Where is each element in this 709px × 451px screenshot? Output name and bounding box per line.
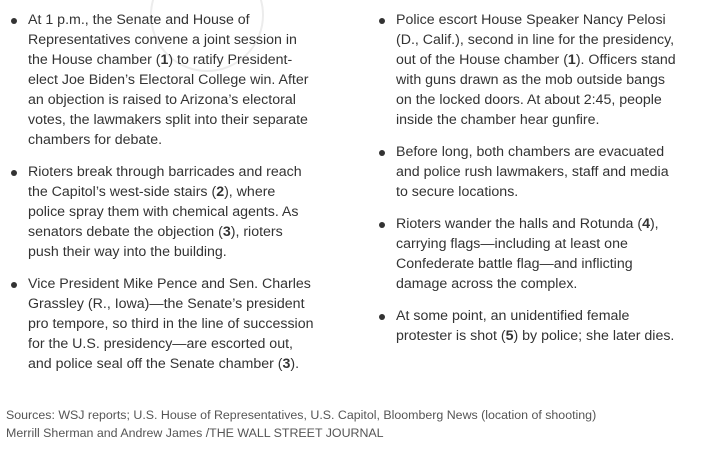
location-number: 4 <box>642 216 650 232</box>
item-text: At some point, an unidentified female protester is shot (5) by police; she later dies. <box>396 308 675 344</box>
location-number: 2 <box>216 184 225 200</box>
bullet-icon <box>11 282 17 288</box>
location-number: 1 <box>567 52 576 68</box>
item-text: Before long, both chambers are evacuated and police rush lawmakers, staff and media to secure locations. <box>396 144 669 200</box>
item-text: Vice President Mike Pence and Sen. Charles Grassley (R., Iowa)—the Senate’s president pro tempore, so third in the line of succession for the U.S. presidency—are escorted out, and police seal off the Senate chamber (3). <box>28 276 314 372</box>
bullet-icon <box>11 170 17 176</box>
bullet-icon <box>379 222 385 228</box>
list-item <box>379 10 684 130</box>
bullet-icon <box>11 18 17 24</box>
bullet-icon <box>379 314 385 320</box>
item-text: Police escort House Speaker Nancy Pelosi (D., Calif.), second in line for the presidency, out of the House chamber (1). Officers stand with guns drawn as the mob outside bangs on the locked doors. At about 2:45, people inside the chamber hear gunfire. <box>396 12 676 128</box>
list-item <box>11 162 316 262</box>
bullet-icon <box>379 18 385 24</box>
list-item <box>11 10 316 150</box>
item-text: Rioters wander the halls and Rotunda (4), carrying flags—including at least one Confederate battle flag—and inflicting damage across the complex. <box>396 216 659 292</box>
location-number: 3 <box>282 356 291 372</box>
footer <box>6 406 596 442</box>
list-item <box>11 274 316 374</box>
item-text: Rioters break through barricades and reach the Capitol’s west-side stairs (2), where police spray them with chemical agents. As senators debate the objection (3), rioters push their way into the building. <box>28 164 302 260</box>
list-item <box>379 306 684 346</box>
location-number: 1 <box>160 52 169 68</box>
credit-line: Merrill Sherman and Andrew James /THE WALL STREET JOURNAL <box>6 426 384 440</box>
list-item <box>379 142 684 202</box>
bullet-icon <box>379 150 385 156</box>
location-number: 5 <box>505 328 514 344</box>
right-column <box>379 10 684 346</box>
sources-line: Sources: WSJ reports; U.S. House of Representatives, U.S. Capitol, Bloomberg News (location of shooting) <box>6 408 597 422</box>
location-number: 3 <box>222 224 231 240</box>
list-item <box>379 214 684 294</box>
left-column <box>11 10 316 374</box>
item-text: At 1 p.m., the Senate and House of Representatives convene a joint session in the House chamber (1) to ratify President-elect Joe Biden’s Electoral College win. After an objection is raised to Arizona’s electoral votes, the lawmakers split into their separate chambers for debate. <box>28 12 309 148</box>
